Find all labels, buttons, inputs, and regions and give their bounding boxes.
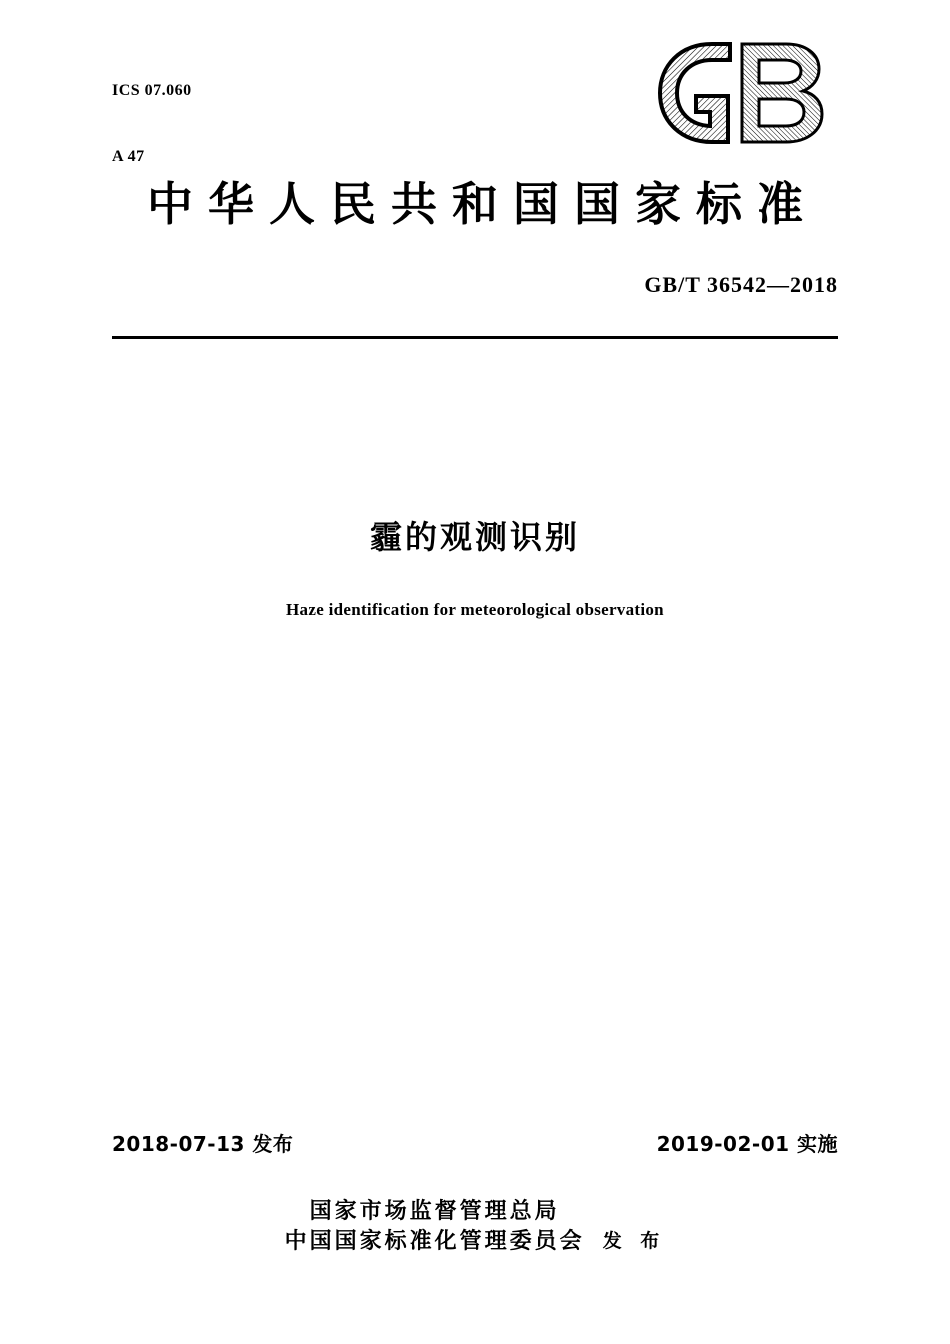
issuer-line-1: 国家市场监督管理总局 bbox=[309, 1198, 560, 1224]
issue-date: 2018-07-13 发布 bbox=[112, 1132, 294, 1156]
header-divider bbox=[112, 336, 838, 339]
issuer-block bbox=[0, 1196, 950, 1256]
issuer-line-2: 中国国家标准化管理委员会 bbox=[284, 1228, 585, 1254]
document-title-english: Haze identification for meteorological observation bbox=[286, 600, 664, 619]
classification-code: A 47 bbox=[112, 148, 145, 165]
document-title-chinese: 霾的观测识别 bbox=[369, 518, 580, 556]
effective-date: 2019-02-01 实施 bbox=[656, 1132, 838, 1156]
gb-logo-icon bbox=[650, 38, 840, 148]
issuer-names bbox=[285, 1196, 585, 1256]
footer-dates bbox=[112, 1128, 838, 1157]
page-title: 中华人民共和国国家标准 bbox=[147, 177, 818, 231]
standard-number: GB/T 36542—2018 bbox=[644, 272, 838, 297]
issuer-action-label: 发 布 bbox=[602, 1230, 666, 1252]
ics-code: ICS 07.060 bbox=[112, 82, 192, 99]
